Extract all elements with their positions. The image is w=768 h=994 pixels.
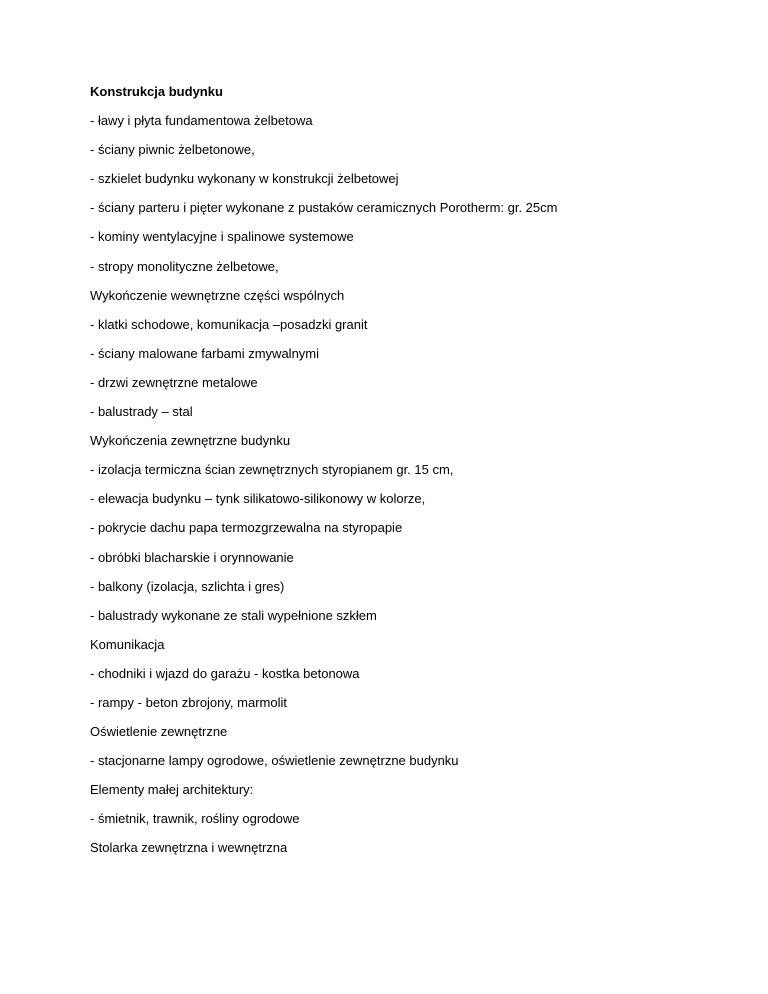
section-heading: Wykończenia zewnętrzne budynku [90,433,291,449]
list-item: - ściany parteru i pięter wykonane z pustaków ceramicznych Porotherm: gr. 25cm [90,200,558,216]
list-item: - stacjonarne lampy ogrodowe, oświetlenie zewnętrzne budynku [90,753,459,769]
list-item: - ławy i płyta fundamentowa żelbetowa [90,113,313,129]
list-item: - chodniki i wjazd do garażu - kostka betonowa [90,665,360,681]
section-heading: Wykończenie wewnętrzne części wspólnych [90,287,345,303]
section-heading: Stolarka zewnętrzna i wewnętrzna [90,840,288,856]
section-heading: Komunikacja [90,636,165,652]
list-item: - śmietnik, trawnik, rośliny ogrodowe [90,811,300,827]
list-item: - elewacja budynku – tynk silikatowo-silikonowy w kolorze, [90,491,426,507]
list-item: - szkielet budynku wykonany w konstrukcji żelbetowej [90,171,399,187]
list-item: - izolacja termiczna ścian zewnętrznych styropianem gr. 15 cm, [90,462,454,478]
section-heading: Oświetlenie zewnętrzne [90,724,228,740]
list-item: - drzwi zewnętrzne metalowe [90,374,258,390]
list-item: - balustrady – stal [90,404,193,420]
list-item: - balkony (izolacja, szlichta i gres) [90,578,285,594]
list-item: - klatki schodowe, komunikacja –posadzki granit [90,316,368,332]
document-page [90,83,730,869]
section-heading: Elementy małej architektury: [90,782,254,798]
list-item: - obróbki blacharskie i orynnowanie [90,549,294,565]
list-item: - ściany piwnic żelbetonowe, [90,142,255,158]
list-item: - stropy monolityczne żelbetowe, [90,258,279,274]
document-title: Konstrukcja budynku [90,84,223,99]
list-item: - kominy wentylacyjne i spalinowe systemowe [90,229,354,245]
list-item: - rampy - beton zbrojony, marmolit [90,694,287,710]
list-item: - pokrycie dachu papa termozgrzewalna na styropapie [90,520,403,536]
list-item: - balustrady wykonane ze stali wypełnione szkłem [90,607,377,623]
list-item: - ściany malowane farbami zmywalnymi [90,345,320,361]
